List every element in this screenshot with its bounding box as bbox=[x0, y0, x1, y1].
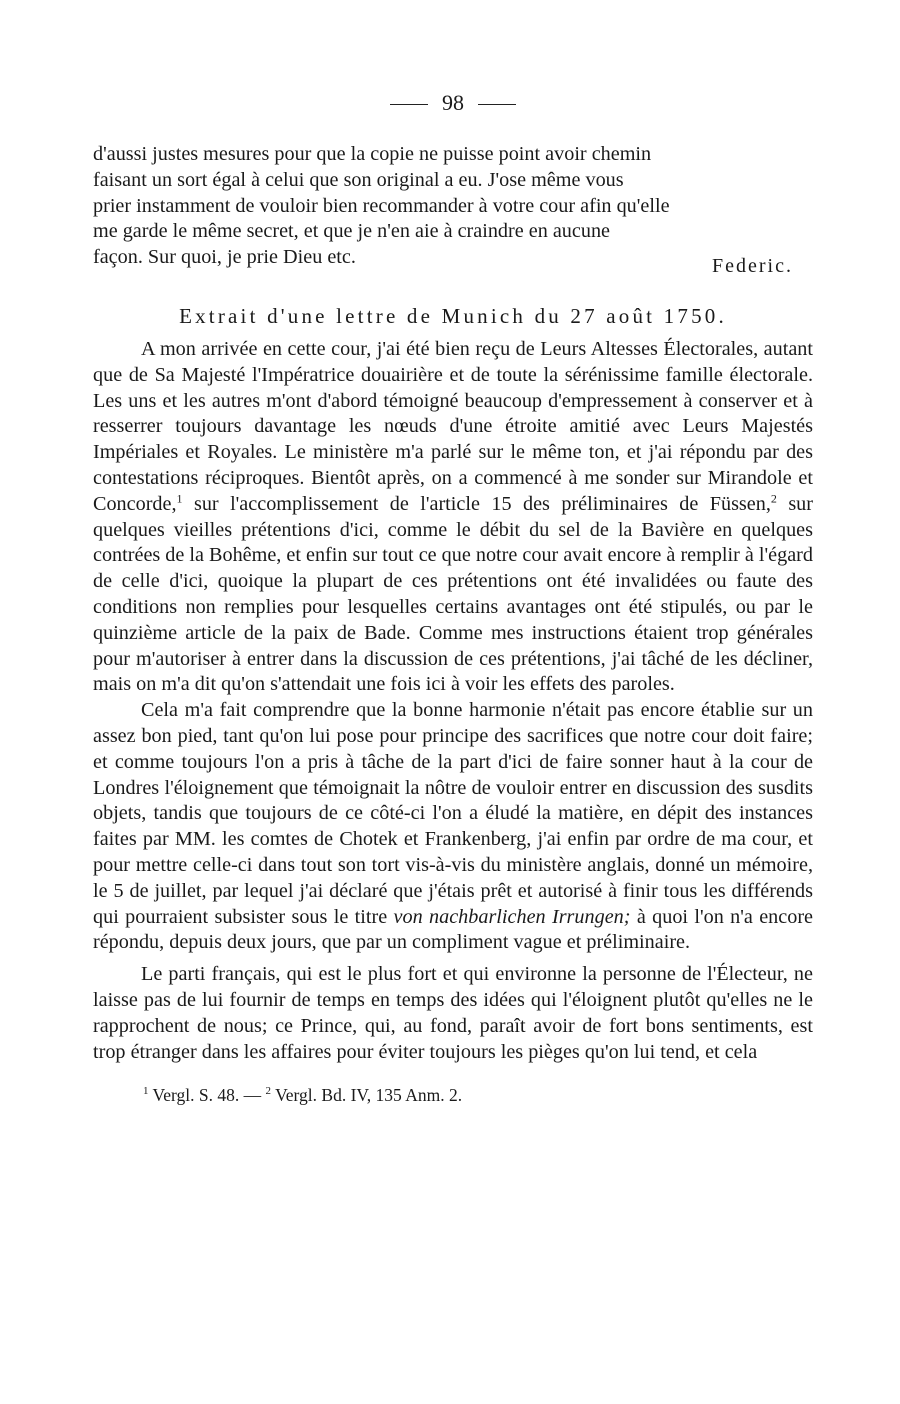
opening-line: d'aussi justes mesures pour que la copie ne puisse point avoir chemin bbox=[93, 143, 652, 165]
body-paragraph-2 bbox=[93, 698, 813, 956]
section-heading: Extrait d'une lettre de Munich du 27 août 1750. bbox=[179, 303, 727, 328]
document-page bbox=[93, 88, 813, 1107]
closing-text: façon. Sur quoi, je prie Dieu etc. bbox=[93, 246, 356, 269]
page-number bbox=[93, 88, 813, 118]
body-paragraph-3: Le parti français, qui est le plus fort et qui environne la personne de l'Électeur, ne laisse pas de lui fournir de temps en temps des idées qui l'éloignent plutôt qu'elles ne le rapprochent de nous; ce Prince, qui, au fond, paraît avoir de fort bons sentiments, est trop étranger dans les affaires pour éviter toujours les pièges qu'on lui tend, et cela bbox=[93, 963, 813, 1063]
paragraph-1-part-1: A mon arrivée en cette cour, j'ai été bien reçu de Leurs Altesses Électorales, autant que de Sa Majesté l'Impératrice douairière et de toute la sérénissime famille électorale. Les uns et les autres m'ont d'abord témoigné beaucoup d'empressement à conserver et à resserrer toujours davantage les nœuds d'une étroite amitié avec Leurs Majestés Impériales et Royales. Le ministère m'a parlé sur le même ton, et j'ai répondu par des contestations réciproques. Bientôt après, on a commencé à me sonder sur Mirandole et Concorde, bbox=[93, 337, 813, 515]
footnote-ref-2: 2 bbox=[770, 491, 777, 506]
paragraph-1-part-3: sur quelques vieilles prétentions d'ici, comme le débit du sel de la Bavière en quelques contrées de la Bohême, et enfin sur tout ce que notre cour avait encore à remplir à l'égard de celle d'ici, quoique la plupart de ces prétentions ont été invalidées ou faute des conditions non remplies pour lesquelles certains avantages ont été stipulés, ou par le quinzième article de la paix de Bade. Comme mes instructions étaient trop générales pour m'autoriser à entrer dans la discussion de ces prétentions, j'ai tâché de les décliner, mais on m'a dit qu'on s'attendait une fois ici à voir les effets des paroles. bbox=[93, 492, 813, 696]
signature: Federic. bbox=[712, 255, 793, 278]
page-number-dash-left bbox=[390, 104, 428, 105]
opening-line: me garde le même secret, et que je n'en aie à craindre en aucune bbox=[93, 220, 611, 243]
footnote-1-text: Vergl. S. 48. — bbox=[148, 1085, 266, 1106]
footnote-2-text: Vergl. Bd. IV, 135 Anm. 2. bbox=[271, 1085, 463, 1106]
page-number-text: 98 bbox=[442, 90, 464, 115]
footnote-2-mark: 2 bbox=[265, 1085, 272, 1098]
footnote-1-mark: 1 bbox=[143, 1085, 149, 1098]
paragraph-2-italic: von nachbarlichen Irrungen; bbox=[393, 905, 631, 928]
opening-line: prier instamment de vouloir bien recommander à votre cour afin qu'elle bbox=[93, 194, 670, 217]
footnotes bbox=[93, 1083, 813, 1107]
opening-paragraph bbox=[93, 142, 813, 278]
closing-line bbox=[93, 245, 813, 278]
opening-line: faisant un sort égal à celui que son original a eu. J'ose même vous bbox=[93, 168, 624, 191]
paragraph-2-part-2: à quoi l'on n'a encore répondu, depuis deux jours, que par un compliment vague et préliminaire. bbox=[93, 905, 814, 954]
paragraph-1-part-2: sur l'accomplissement de l'article 15 des préliminaires de Füssen, bbox=[182, 492, 771, 515]
body-paragraph-1 bbox=[93, 337, 813, 698]
paragraph-2-part-1: Cela m'a fait comprendre que la bonne harmonie n'était pas encore établie sur un assez bon pied, tant qu'on lui pose pour principe des sacrifices que notre cour doit faire; et comme toujours l'on a pris à tâche de la part d'ici de faire sonner haut à la cour de Londres l'éloignement que témoignait la nôtre de vouloir entrer en discussion des susdits objets, tandis que toujours de ce côté-ci l'on a éludé la matière, en dépit des instances faites par MM. les comtes de Chotek et Frankenberg, j'ai enfin par ordre de ma cour, et pour mettre celle-ci dans tout son tort vis-à-vis du ministère anglais, donné un mémoire, le 5 de juillet, par lequel j'ai déclaré que j'étais prêt et autorisé à finir tous les différends qui pourraient subsister sous le titre bbox=[93, 699, 813, 928]
page-number-dash-right bbox=[478, 104, 516, 105]
footnote-ref-1: 1 bbox=[176, 491, 183, 506]
